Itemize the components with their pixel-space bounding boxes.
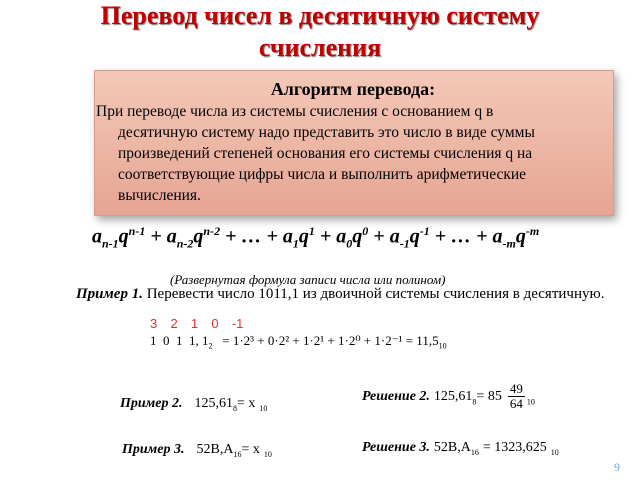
fraction-denominator: 64 [509, 396, 523, 411]
slide-title [0, 0, 640, 64]
formula-note: (Развернутая формула записи числа или полином) [170, 272, 446, 287]
example-1 [76, 286, 604, 303]
solution-3-label: Решение 3. [362, 440, 430, 455]
solution-3-target: 10 [550, 448, 559, 458]
example-1-expansion [150, 333, 447, 351]
example-1-label: Пример 1. [76, 286, 143, 302]
example-3-base: 16 [233, 450, 242, 460]
solution-2-rhs: = 85 [476, 389, 502, 405]
page-number: 9 [614, 460, 620, 474]
binary-digits: 1 0 1 1, 1 [150, 333, 209, 348]
title-line-1: Перевод чисел в десятичную систему [100, 1, 540, 30]
solution-2-label: Решение 2. [362, 389, 430, 405]
example-2-rhs: = x [236, 396, 256, 411]
algorithm-line-1: При переводе числа из системы счисления с основанием q в [96, 103, 494, 120]
example-3-value: 52В,А [196, 442, 234, 457]
example-3-target: 10 [263, 450, 272, 460]
algorithm-line-3: произведений степеней основания его системы счисления q на [118, 145, 533, 162]
solution-2-base: 8 [472, 397, 477, 407]
algorithm-line-5: вычисления. [118, 187, 201, 204]
solution-3-rhs: = 1323,625 [482, 440, 547, 455]
solution-2-value: 125,61 [433, 389, 473, 405]
fraction-numerator: 49 [509, 381, 523, 396]
solution-3-value: 52В,А [433, 440, 471, 455]
algorithm-text [96, 101, 606, 206]
example-2 [120, 394, 267, 413]
algorithm-heading: Алгоритм перевода: [270, 79, 436, 99]
example-2-target: 10 [259, 404, 268, 414]
example-2-label: Пример 2. [120, 396, 183, 411]
solution-3-base: 16 [470, 448, 479, 458]
binary-expansion: = 1·2³ + 0·2² + 1·2¹ + 1·2⁰ + 1·2⁻¹ = 11,5 [222, 333, 439, 348]
example-3-label: Пример 3. [122, 442, 185, 457]
solution-2 [362, 382, 535, 411]
algorithm-line-4: соответствующие цифры числа и выполнить арифметические [118, 166, 527, 183]
example-1-powers: 3 2 1 0 -1 [150, 316, 244, 331]
title-line-2: счисления [258, 33, 382, 62]
example-2-value: 125,61 [194, 396, 233, 411]
example-3 [122, 440, 272, 459]
solution-2-fraction [508, 382, 525, 411]
solution-2-target: 10 [526, 397, 535, 407]
example-1-text: Перевести число 1011,1 из двоичной системы счисления в десятичную. [146, 286, 605, 302]
binary-base: 2 [208, 341, 213, 351]
decimal-base: 10 [438, 341, 447, 351]
algorithm-line-2: десятичную систему надо представить это число в виде суммы [118, 124, 535, 141]
example-3-rhs: = x [241, 442, 260, 457]
example-2-base: 8 [232, 404, 237, 414]
solution-3 [362, 438, 559, 457]
polynomial-formula: $a_{n-1}q^{n-1} + a_{n-2}q^{n-2}$ + … + $a_1q^1 + a_0q^0 + a_{-1}q^{-1}$ + … + $a_{-m}q^{-m}$ [92, 224, 540, 251]
